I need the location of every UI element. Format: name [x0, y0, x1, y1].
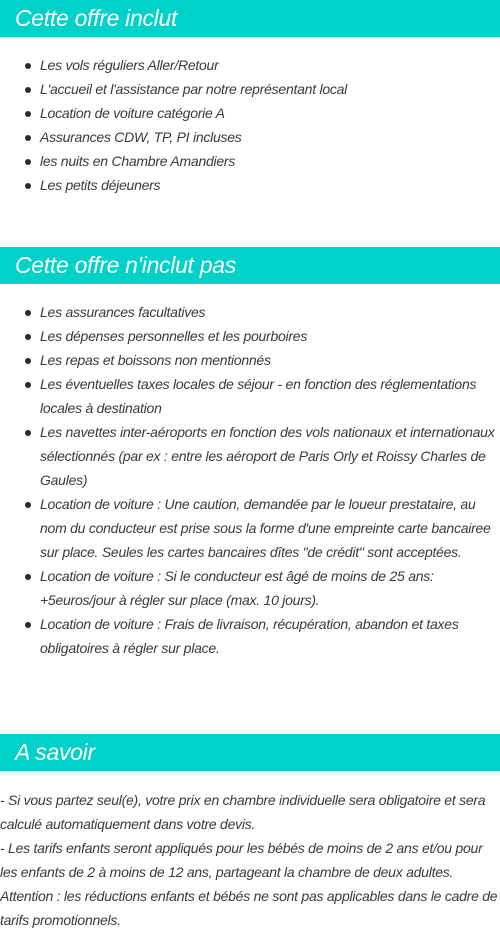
included-item: [0, 125, 500, 149]
excluded-item-text: Les éventuelles taxes locales de séjour - en fonction des réglementations locales à destination: [40, 376, 477, 416]
excluded-item-text: Location de voiture : Frais de livraison, récupération, abandon et taxes obligatoires à régler sur place.: [40, 616, 459, 656]
excluded-item: [0, 420, 500, 492]
included-item-text: Assurances CDW, TP, PI incluses: [40, 129, 242, 145]
included-item: [0, 173, 500, 197]
bullet-icon: [25, 111, 31, 117]
included-item: [0, 101, 500, 125]
bullet-icon: [25, 159, 31, 165]
excluded-item-text: Location de voiture : Une caution, demandée par le loueur prestataire, au nom du conducteur est prise sous la forme d'une empreinte carte bancairee sur place. Seules les cartes bancaires dîtes "de crédit" sont acceptées.: [40, 496, 491, 560]
excluded-item-text: Les repas et boissons non mentionnés: [40, 352, 271, 368]
excluded-item: [0, 492, 500, 564]
section-header-non-inclus: [0, 247, 500, 284]
bullet-icon: [25, 183, 31, 189]
bullet-icon: [25, 87, 31, 93]
excluded-item-text: Location de voiture : Si le conducteur est âgé de moins de 25 ans: +5euros/jour à régler sur place (max. 10 jours).: [40, 568, 434, 608]
bullet-icon: [25, 310, 31, 316]
section-header-inclut: [0, 0, 500, 37]
bullet-icon: [25, 382, 31, 388]
included-list: [0, 53, 500, 197]
included-item: [0, 149, 500, 173]
excluded-item-text: Les dépenses personnelles et les pourboires: [40, 328, 308, 344]
included-item-text: L'accueil et l'assistance par notre représentant local: [40, 81, 348, 97]
bullet-icon: [25, 502, 31, 508]
included-item-text: les nuits en Chambre Amandiers: [40, 153, 236, 169]
section-title-non-inclus: Cette offre n'inclut pas: [15, 252, 236, 278]
excluded-item-text: Les navettes inter-aéroports en fonction des vols nationaux et internationaux sélectionnés (par ex : entre les aéroport de Paris Orly et Roissy Charles de Gaules): [40, 424, 495, 488]
a-savoir-text: [0, 788, 500, 932]
a-savoir-line: - Les tarifs enfants seront appliqués pour les bébés de moins de 2 ans et/ou pour les enfants de 2 à moins de 12 ans, partageant la chambre de deux adultes.: [0, 840, 483, 880]
bullet-icon: [25, 135, 31, 141]
included-item-text: Location de voiture catégorie A: [40, 105, 225, 121]
bullet-icon: [25, 358, 31, 364]
bullet-icon: [25, 63, 31, 69]
included-item: [0, 77, 500, 101]
bullet-icon: [25, 334, 31, 340]
excluded-item: [0, 372, 500, 420]
a-savoir-line: Attention : les réductions enfants et bébés ne sont pas applicables dans le cadre de tarifs promotionnels.: [0, 888, 498, 928]
excluded-item-text: Les assurances facultatives: [40, 304, 206, 320]
section-header-a-savoir: [0, 734, 500, 771]
bullet-icon: [25, 430, 31, 436]
bullet-icon: [25, 574, 31, 580]
excluded-item: [0, 612, 500, 660]
section-title-a-savoir: A savoir: [15, 739, 95, 765]
excluded-item: [0, 324, 500, 348]
a-savoir-line: - Si vous partez seul(e), votre prix en chambre individuelle sera obligatoire et sera calculé automatiquement dans votre devis.: [0, 792, 486, 832]
included-item-text: Les vols réguliers Aller/Retour: [40, 57, 219, 73]
excluded-item: [0, 300, 500, 324]
excluded-list: [0, 300, 500, 660]
included-item: [0, 53, 500, 77]
section-title-inclut: Cette offre inclut: [15, 5, 178, 31]
bullet-icon: [25, 622, 31, 628]
excluded-item: [0, 348, 500, 372]
included-item-text: Les petits déjeuners: [40, 177, 161, 193]
excluded-item: [0, 564, 500, 612]
